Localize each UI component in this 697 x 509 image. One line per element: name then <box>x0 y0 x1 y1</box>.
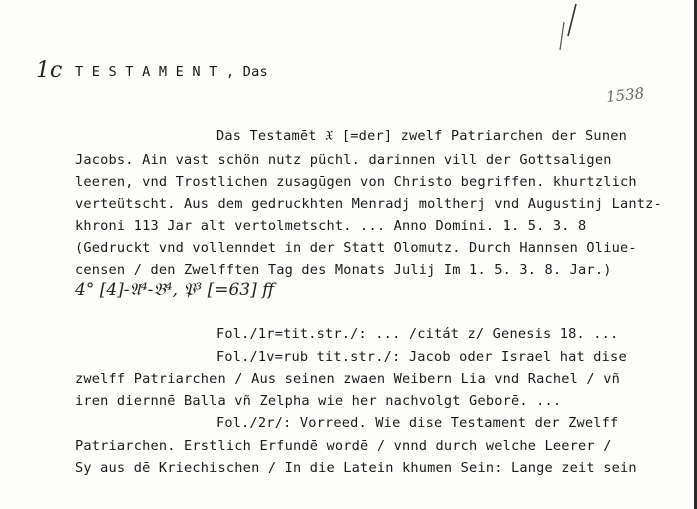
folio-line: Fol./1r=tit.str./: ... /citát z/ Genesis 18. ... <box>216 326 619 342</box>
folio-line: Fol./2r/: Vorreed. Wie dise Testament der Zwelff <box>216 415 619 431</box>
folio-line: zwelff Patriarchen / Aus seinen zwaen Weibern Lia vnd Rachel / vñ <box>75 371 620 387</box>
body-line: (Gedruckt vnd vollenndet in der Statt Olomutz. Durch Hannsen Oliue- <box>75 240 637 256</box>
pencil-stroke-mark <box>550 0 590 80</box>
body-line: censen / den Zwelfften Tag des Monats Julij Im 1. 5. 3. 8. Jar.) <box>75 262 612 278</box>
folio-line: Sy aus dē Kriechischen / In die Latein khumen Sein: Lange zeit sein <box>75 460 637 476</box>
body-line: Jacobs. Ain vast schön nutz püchl. darinnen vill der Gottsaligen <box>75 152 612 168</box>
folio-line: iren diernnē Balla vñ Zelpha wie her nachvolgt Geborē. ... <box>75 393 562 409</box>
body-line: Das Testamēt 𝔛 [=der] zwelf Patriarchen der Sunen <box>216 128 627 144</box>
pencil-number: 1538 <box>605 84 646 106</box>
card-heading: T E S T A M E N T , Das <box>75 64 268 80</box>
hand-number: 1c <box>36 58 63 83</box>
body-line: khroni 113 Jar alt vertolmetscht. ... Anno Domini. 1. 5. 3. 8 <box>75 218 587 234</box>
body-line: verteütscht. Aus dem gedruckhten Menradj moltherj vnd Augustinj Lantz- <box>75 196 662 212</box>
body-line: leeren, vnd Trostlichen zusagūgen von Christo begriffen. khurtzlich <box>75 174 637 190</box>
collation-handwritten: 4° [4]-𝔄⁴-𝔅⁴, 𝔓³ [=63] ff <box>75 280 275 300</box>
folio-line: Patriarchen. Erstlich Erfundē wordē / vnnd durch welche Leerer / <box>75 438 612 454</box>
folio-line: Fol./1v=rub tit.str./: Jacob oder Israel hat dise <box>216 349 627 365</box>
